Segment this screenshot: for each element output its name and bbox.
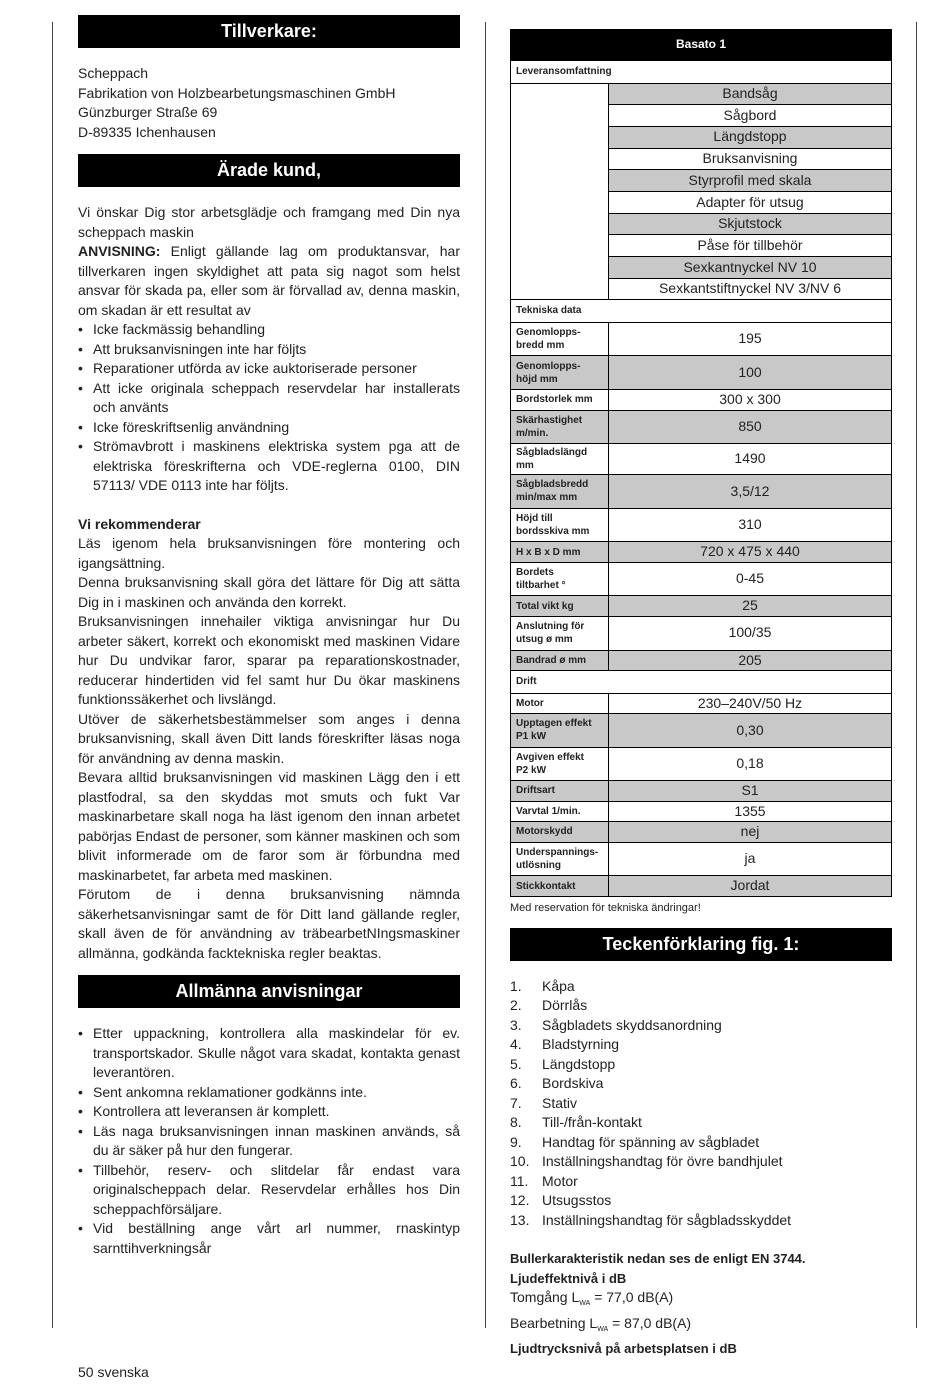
scope-item: Adapter för utsug <box>609 191 892 213</box>
item-text: Stativ <box>542 1094 578 1111</box>
center-rule <box>485 22 486 1328</box>
legend-heading: Teckenförklaring fig. 1: <box>510 928 892 961</box>
item-text: Motor <box>542 1172 578 1189</box>
item-number: 3. <box>510 1016 522 1033</box>
list-item <box>510 977 892 997</box>
spec-value: 100/35 <box>609 616 892 650</box>
table-section-row <box>511 300 892 323</box>
spec-value: 0-45 <box>609 562 892 596</box>
table-row <box>511 475 892 509</box>
table-row <box>511 781 892 802</box>
list-item: • Icke fackmässig behandling <box>78 320 460 340</box>
spec-value: S1 <box>609 781 892 802</box>
scope-item: Sexkantnyckel NV 10 <box>609 257 892 279</box>
list-item: • Att bruksanvisningen inte har följts <box>78 340 460 360</box>
spec-label: Driftsart <box>511 781 609 802</box>
scope-item: Påse för tillbehör <box>609 235 892 257</box>
item-number: 6. <box>510 1075 522 1092</box>
table-row <box>511 542 892 563</box>
spec-value: 310 <box>609 508 892 542</box>
right-column <box>510 29 892 1359</box>
general-heading: Allmänna anvisningar <box>78 975 460 1008</box>
spec-label: Genomlopps- höjd mm <box>511 356 609 390</box>
list-item: • Icke föreskriftsenlig användning <box>78 418 460 438</box>
list-item: • Reparationer utförda av icke auktoriserade personer <box>78 359 460 379</box>
item-text: Längdstopp <box>542 1055 616 1072</box>
table-row <box>511 616 892 650</box>
notice-text: Enligt gällande lag om produktansvar, har tillverkaren ingen skyldighet att pata sig nagot som helst ansvar för skada pa, eller som är förvallad av, denna maskin, om skadan är ett resultat av <box>78 243 460 318</box>
item-number: 1. <box>510 977 522 994</box>
spec-label: Höjd till bordsskiva mm <box>511 508 609 542</box>
idle-sub: WA <box>579 1300 591 1308</box>
list-item: • Strömavbrott i maskinens elektriska system pga att de elektriska föreskrifterna och VDE-reglerna 0100, DIN 57113/ VDE 0113 inte har följts. <box>78 437 460 496</box>
item-number: 9. <box>510 1133 522 1150</box>
body-paragraph: Läs igenom hela bruksanvisningen före montering och igangsättning. <box>78 535 460 571</box>
spec-value: 205 <box>609 650 892 671</box>
table-row <box>511 596 892 617</box>
spec-label: Motorskydd <box>511 822 609 843</box>
list-item <box>510 1211 892 1231</box>
work-noise-value <box>510 1314 892 1340</box>
list-item <box>510 1152 892 1172</box>
spec-label: Stickkontakt <box>511 876 609 897</box>
spec-label: H x B x D mm <box>511 542 609 563</box>
address-line: Scheppach <box>78 65 149 81</box>
item-number: 2. <box>510 997 522 1014</box>
item-text: Dörrlås <box>542 997 588 1014</box>
list-item <box>510 1133 892 1153</box>
spec-label: Upptagen effekt P1 kW <box>511 714 609 748</box>
spec-value: 0,18 <box>609 747 892 781</box>
body-paragraph: Förutom de i denna bruksanvisning nämnda säkerhetsanvisningar samt de för Ditt land gällande regler, skall även de för användning av träbearbetNIngsmaskiner allmänna, godkända facktekniska regler beaktas. <box>78 886 460 961</box>
scope-item: Styrprofil med skala <box>609 170 892 192</box>
item-number: 11. <box>510 1172 529 1189</box>
item-text: Utsugsstos <box>542 1192 612 1209</box>
scope-item: Skjutstock <box>609 213 892 235</box>
table-row <box>511 693 892 714</box>
table-row <box>511 356 892 390</box>
table-row <box>511 842 892 876</box>
work-sub: WA <box>597 1325 609 1333</box>
table-row <box>511 650 892 671</box>
body-paragraph: Denna bruksanvisning skall göra det lättare för Dig att sätta Dig in i maskinen och använda den korrekt. <box>78 574 460 610</box>
sound-pressure-label: Ljudtrycksnivå på arbetsplatsen i dB <box>510 1341 737 1357</box>
list-item: • Att icke originala scheppach reservdelar har installerats och använts <box>78 379 460 418</box>
manufacturer-heading: Tillverkare: <box>78 15 460 48</box>
spec-value: 300 x 300 <box>609 390 892 411</box>
list-item <box>510 1035 892 1055</box>
item-text: Handtag för spänning av sågbladet <box>542 1133 760 1150</box>
noise-standard: Bullerkarakteristik nedan ses de enligt EN 3744. <box>510 1251 806 1267</box>
scope-item: Bruksanvisning <box>609 148 892 170</box>
page-footer: 50 svenska <box>78 1364 149 1380</box>
spec-label: Sågbladslängd mm <box>511 444 609 475</box>
scope-item: Längdstopp <box>609 126 892 148</box>
address-line: Fabrikation von Holzbearbetungsmaschinen GmbH <box>78 84 396 101</box>
work-value: = 87,0 dB(A) <box>608 1314 692 1331</box>
address-line: Günzburger Straße 69 <box>78 104 218 120</box>
item-number: 5. <box>510 1055 522 1072</box>
item-number: 13. <box>510 1211 530 1228</box>
spec-table <box>510 29 892 897</box>
table-row <box>511 822 892 843</box>
table-title: Basato 1 <box>511 30 892 61</box>
idle-value: = 77,0 dB(A) <box>590 1289 674 1306</box>
spec-label: Avgiven effekt P2 kW <box>511 747 609 781</box>
idle-noise-value <box>510 1288 892 1314</box>
table-row <box>511 714 892 748</box>
spec-label: Varvtal 1/min. <box>511 801 609 822</box>
list-item: • Vid beställning ange vårt arl nummer, rnaskintyp sarnttihverkningsår <box>78 1219 460 1258</box>
intro-paragraph: Vi önskar Dig stor arbetsglädje och framgang med Din nya scheppach maskin <box>78 204 460 240</box>
item-text: Till-/från-kontakt <box>542 1114 642 1131</box>
item-number: 8. <box>510 1114 522 1131</box>
spec-value: 1490 <box>609 444 892 475</box>
item-text: Inställningshandtag för sågbladsskyddet <box>542 1211 792 1228</box>
item-text: Kåpa <box>542 977 575 994</box>
notice-paragraph <box>78 242 460 320</box>
spec-label: Bordstorlek mm <box>511 390 609 411</box>
table-row <box>511 410 892 444</box>
spec-label: Underspannings- utlösning <box>511 842 609 876</box>
table-section-row <box>511 671 892 694</box>
list-item <box>510 996 892 1016</box>
scope-section-label: Leveransomfattning <box>511 61 892 84</box>
item-text: Inställningshandtag för övre bandhjulet <box>542 1153 783 1170</box>
spec-value: 195 <box>609 322 892 356</box>
list-item <box>510 1094 892 1114</box>
spec-label: Genomlopps- bredd mm <box>511 322 609 356</box>
spec-value: Jordat <box>609 876 892 897</box>
legend-list <box>510 977 892 1231</box>
body-paragraph: Bruksanvisningen innehailer viktiga anvisningar hur Du arbeter säkert, korrekt och ekonomiskt med maskinen Vidare hur Du undvikar faror, sparar pa reparationskostnader, reducerar hindertiden vid fel samt hur Du ökar maskinens funktionssäkerhet och livslängd. <box>78 613 460 707</box>
table-title-row <box>511 30 892 61</box>
table-row <box>511 444 892 475</box>
tech-section-label: Tekniska data <box>511 300 892 323</box>
list-item: • Etter uppackning, kontrollera alla maskindelar för ev. transportskador. Skulle något vara skadat, kontakta genast leverantören. <box>78 1024 460 1083</box>
dear-customer-heading: Ärade kund, <box>78 154 460 187</box>
sound-power-label: Ljudeffektnivå i dB <box>510 1270 627 1286</box>
list-item <box>510 1074 892 1094</box>
left-column <box>78 15 460 1258</box>
list-item <box>510 1055 892 1075</box>
left-margin-rule <box>52 22 53 1328</box>
spec-label: Total vikt kg <box>511 596 609 617</box>
idle-prefix: Tomgång L <box>510 1289 580 1306</box>
list-item <box>510 1191 892 1211</box>
scope-item: Sexkantstiftnyckel NV 3/NV 6 <box>609 278 892 300</box>
spec-label: Bordets tiltbarhet ° <box>511 562 609 596</box>
table-row <box>511 83 892 105</box>
spec-value: 850 <box>609 410 892 444</box>
table-row <box>511 508 892 542</box>
list-item: • Sent ankomna reklamationer godkänns inte. <box>78 1083 460 1103</box>
list-item: • Tillbehör, reserv- och slitdelar får endast vara originalscheppach delar. Reservdelar erhålles hos Din scheppachförsäljare. <box>78 1161 460 1220</box>
list-item <box>510 1016 892 1036</box>
general-bullet-list <box>78 1024 460 1258</box>
body-paragraph: Bevara alltid bruksanvisningen vid maskinen Lägg den i ett plastfodral, sa den skyddas mot smuts och fukt Var maskinarbetare skall noga ha läst igenom den innan arbetet pabörjas Endast de personer, som känner maskinen och som blivit informerade om de faror som är förbundna med maskinarbetet, far arbeta med maskinen. <box>78 769 460 883</box>
spec-value: 0,30 <box>609 714 892 748</box>
spec-value: 230–240V/50 Hz <box>609 693 892 714</box>
spec-label: Bandrad ø mm <box>511 650 609 671</box>
list-item <box>510 1172 892 1192</box>
item-number: 7. <box>510 1094 522 1111</box>
spec-value: 3,5/12 <box>609 475 892 509</box>
item-number: 12. <box>510 1192 530 1209</box>
right-margin-rule <box>916 22 917 1328</box>
address-line: D-89335 Ichenhausen <box>78 123 216 140</box>
spec-value: 720 x 475 x 440 <box>609 542 892 563</box>
spec-value: 1355 <box>609 801 892 822</box>
spec-label: Motor <box>511 693 609 714</box>
spec-value: nej <box>609 822 892 843</box>
body-paragraph: Utöver de säkerhetsbestämmelser som anges i denna bruksanvisning, skall även Ditt lands föreskrifter läsas noga för användning av denna maskin. <box>78 710 460 766</box>
spec-value: 25 <box>609 596 892 617</box>
item-number: 4. <box>510 1036 522 1053</box>
manufacturer-address <box>78 64 460 142</box>
table-row <box>511 801 892 822</box>
list-item: • Läs naga bruksanvisningen innan maskinen används, så du är säker på hur den fungerar. <box>78 1122 460 1161</box>
table-row <box>511 876 892 897</box>
list-item: • Kontrollera att leveransen är komplett. <box>78 1102 460 1122</box>
drive-section-label: Drift <box>511 671 892 694</box>
work-prefix: Bearbetning L <box>510 1314 598 1331</box>
spec-label: Skärhastighet m/min. <box>511 410 609 444</box>
scope-blank-cell <box>511 83 609 300</box>
spec-value: 100 <box>609 356 892 390</box>
table-row <box>511 562 892 596</box>
reservation-note: Med reservation för tekniska ändringar! <box>510 901 701 914</box>
item-number: 10. <box>510 1153 530 1170</box>
table-row <box>511 747 892 781</box>
list-item <box>510 1113 892 1133</box>
spec-value: ja <box>609 842 892 876</box>
table-row <box>511 390 892 411</box>
recommend-heading: Vi rekommenderar <box>78 515 201 532</box>
notice-label: ANVISNING: <box>78 243 161 259</box>
scope-item: Sågbord <box>609 105 892 127</box>
item-text: Bordskiva <box>542 1075 604 1092</box>
liability-bullet-list <box>78 320 460 496</box>
scope-item: Bandsåg <box>609 83 892 105</box>
spec-label: Anslutning för utsug ø mm <box>511 616 609 650</box>
table-section-row <box>511 61 892 84</box>
table-row <box>511 322 892 356</box>
noise-section <box>510 1249 892 1359</box>
item-text: Bladstyrning <box>542 1036 620 1053</box>
spec-label: Sågbladsbredd min/max mm <box>511 475 609 509</box>
item-text: Sågbladets skyddsanordning <box>542 1016 722 1033</box>
